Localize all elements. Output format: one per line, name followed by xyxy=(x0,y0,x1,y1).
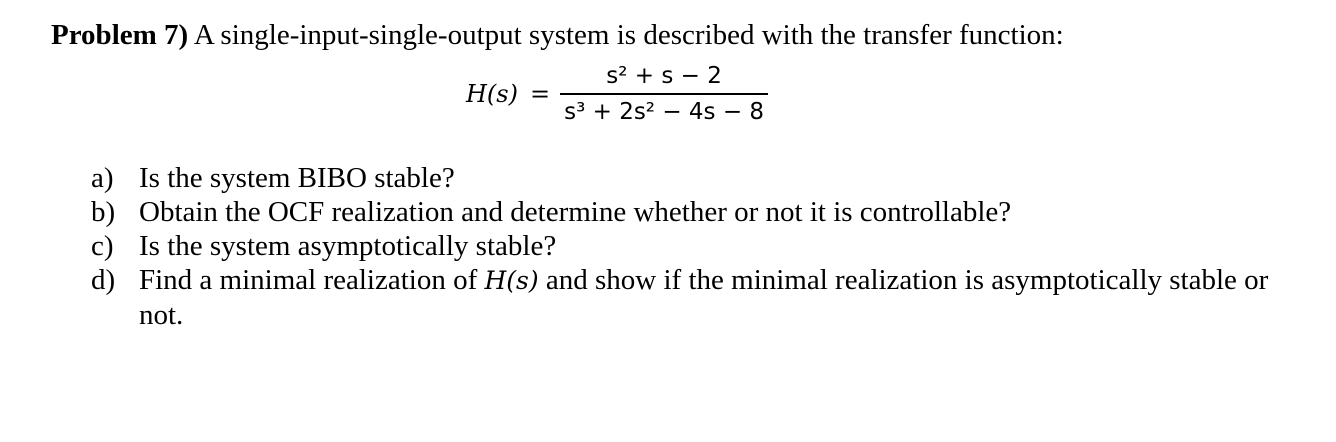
problem-statement: A single-input-single-output system is described with the transfer function: xyxy=(193,19,1064,51)
part-text: Is the system BIBO stable? xyxy=(139,162,455,194)
part-letter: c) xyxy=(91,230,114,262)
fraction-denominator: s³ + 2s² − 4s − 8 xyxy=(564,99,765,125)
fraction-numerator: s² + s − 2 xyxy=(606,63,722,89)
question-part-c xyxy=(91,229,1311,263)
question-part-b xyxy=(91,195,1311,229)
part-text-before: Find a minimal realization of xyxy=(139,264,485,296)
fraction-bar xyxy=(560,93,768,95)
part-text xyxy=(139,263,1311,332)
part-letter: b) xyxy=(91,196,116,228)
part-text-after: and show if the minimal realization is asymptotically stable or not. xyxy=(139,264,1269,331)
transfer-function-fraction xyxy=(560,61,768,127)
transfer-function-equation xyxy=(466,58,768,130)
question-parts-list xyxy=(91,161,1311,332)
question-part-d xyxy=(91,263,1311,332)
question-part-a xyxy=(91,161,1311,195)
part-letter: a) xyxy=(91,162,114,194)
equation-lhs xyxy=(466,80,560,108)
problem-label: Problem 7) xyxy=(51,19,189,51)
part-text: Is the system asymptotically stable? xyxy=(139,230,557,262)
problem-heading xyxy=(51,17,1064,53)
inline-math-hs: H(s) xyxy=(484,266,539,295)
part-letter: d) xyxy=(91,264,116,296)
equation-lhs-symbol: H(s) xyxy=(466,80,518,108)
part-text: Obtain the OCF realization and determine whether or not it is controllable? xyxy=(139,196,1012,228)
equals-sign: = xyxy=(529,80,551,108)
